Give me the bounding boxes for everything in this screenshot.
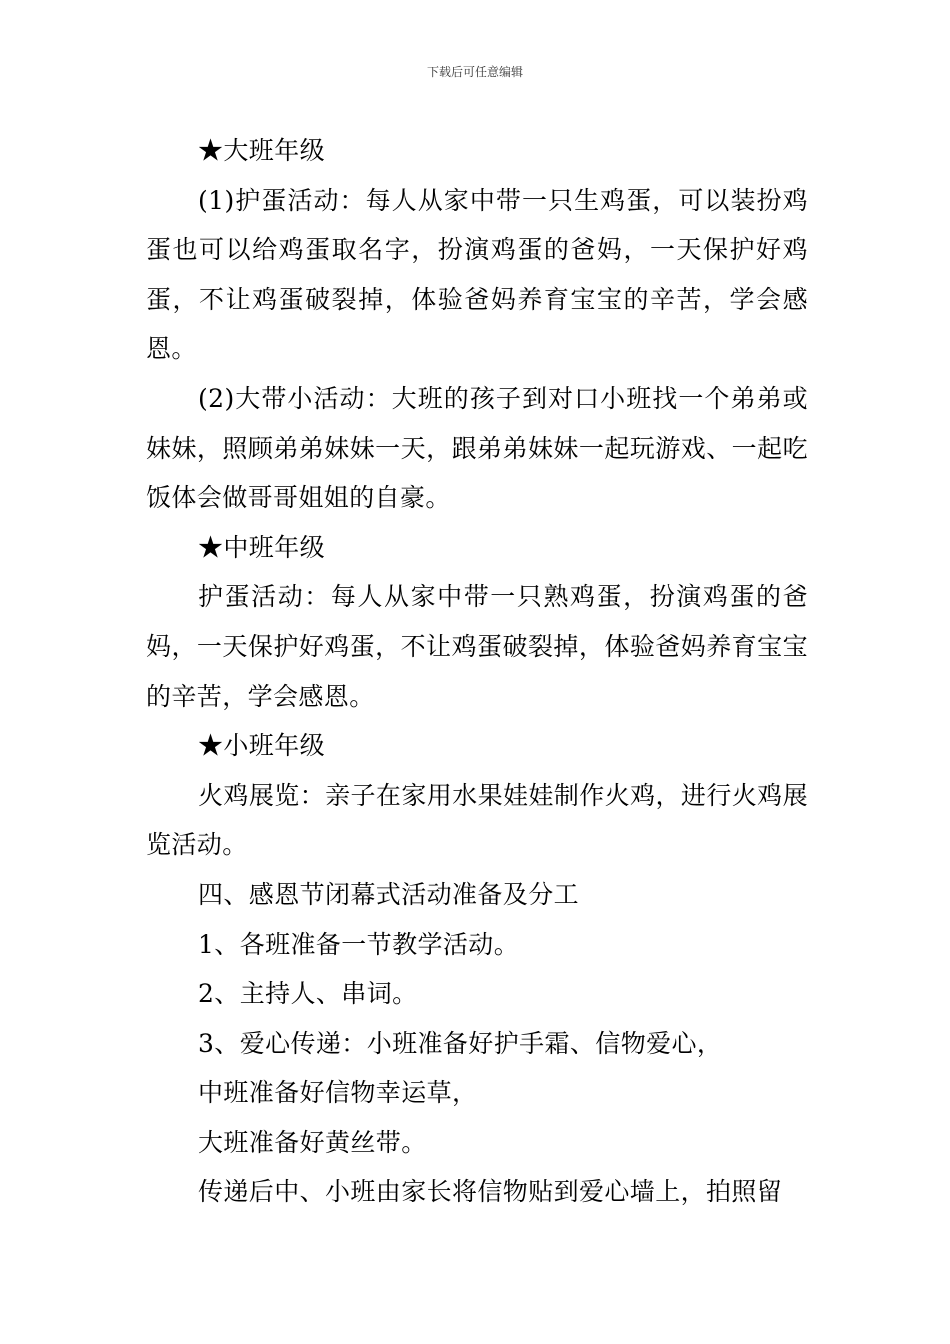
- document-body: [146, 126, 808, 1217]
- list-item-teaching-activity: 1、各班准备一节教学活动。: [198, 929, 520, 959]
- list-item-host-script: 2、主持人、串词。: [198, 979, 418, 1009]
- paragraph-egg-protection-senior: (1)护蛋活动：每人从家中带一只生鸡蛋，可以装扮鸡蛋也可以给鸡蛋取名字，扮演鸡蛋的爸妈，一天保护好鸡蛋，不让鸡蛋破裂掉，体验爸妈养育宝宝的辛苦，学会感恩。: [146, 185, 808, 364]
- section-heading-middle-class: ★中班年级: [198, 532, 326, 562]
- paragraph-turkey-exhibition: 火鸡展览：亲子在家用水果娃娃制作火鸡，进行火鸡展览活动。: [146, 780, 808, 860]
- section-heading-senior-class: ★大班年级: [198, 136, 326, 165]
- list-item-love-relay: 3、爱心传递：小班准备好护手霜、信物爱心，: [198, 1028, 723, 1058]
- paragraph-egg-protection-middle: 护蛋活动：每人从家中带一只熟鸡蛋，扮演鸡蛋的爸妈，一天保护好鸡蛋，不让鸡蛋破裂掉，体验爸妈养育宝宝的辛苦，学会感恩。: [146, 582, 808, 711]
- line-middle-class-prep: 中班准备好信物幸运草，: [198, 1078, 478, 1108]
- paragraph-after-relay: 传递后中、小班由家长将信物贴到爱心墙上，拍照留: [198, 1177, 783, 1207]
- section-heading-junior-class: ★小班年级: [198, 731, 326, 761]
- line-senior-class-prep: 大班准备好黄丝带。: [198, 1127, 427, 1157]
- paragraph-big-helps-small: (2)大带小活动：大班的孩子到对口小班找一个弟弟或妹妹，照顾弟弟妹妹一天，跟弟弟妹妹一起玩游戏、一起吃饭体会做哥哥姐姐的自豪。: [146, 383, 808, 513]
- section-heading-closing-ceremony: 四、感恩节闭幕式活动准备及分工: [198, 879, 580, 909]
- page-header: 下载后可任意编辑: [426, 65, 523, 79]
